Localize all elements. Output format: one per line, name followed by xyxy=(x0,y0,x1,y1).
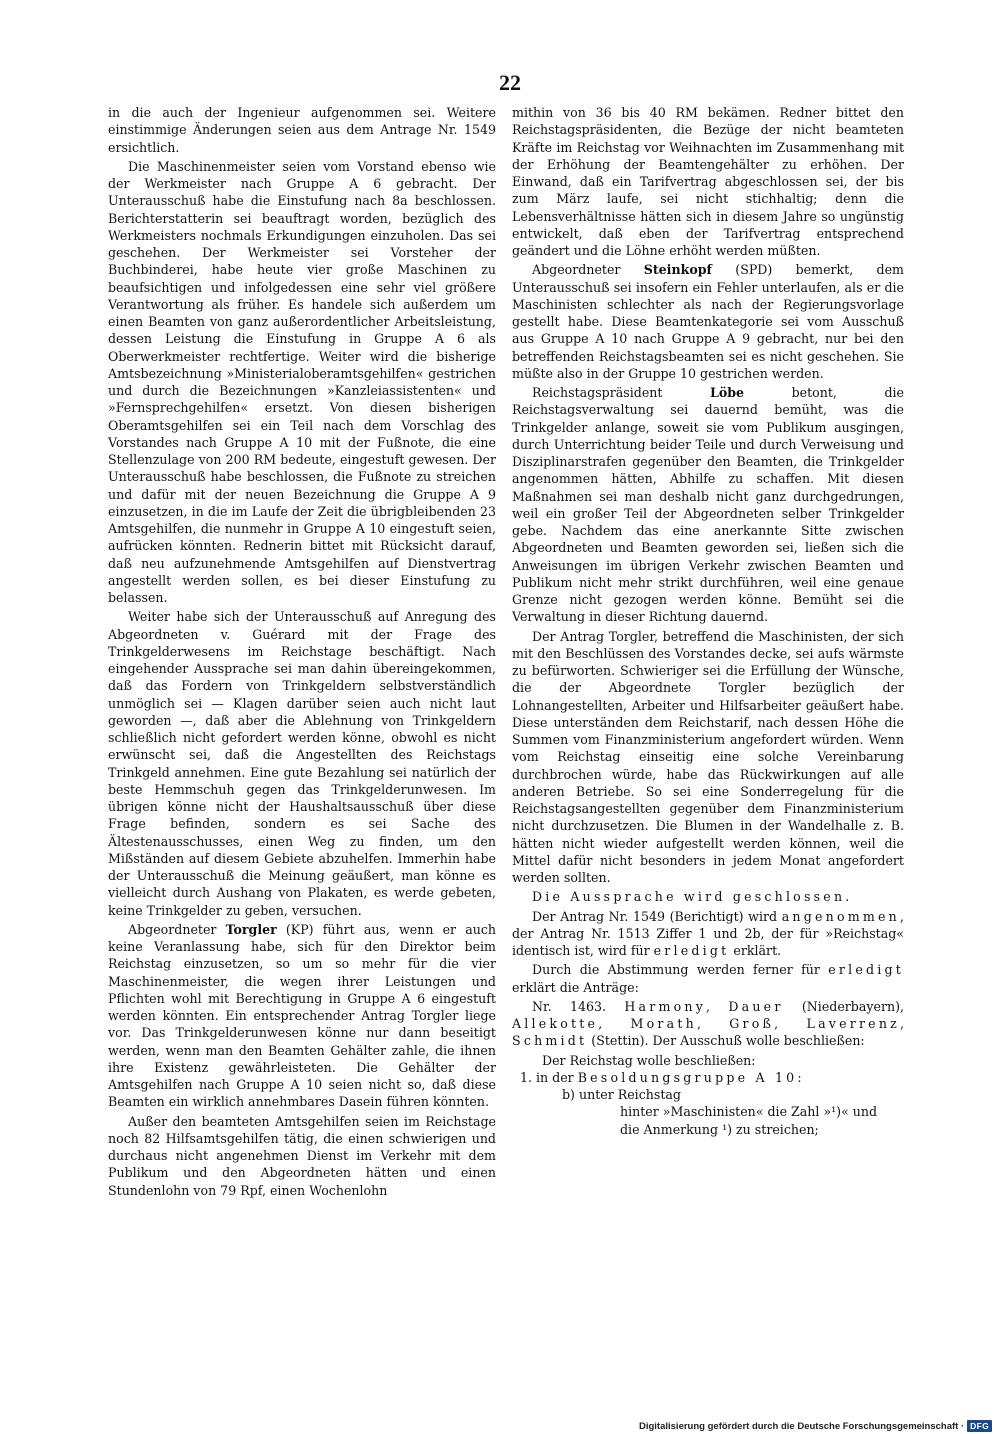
motion-group: Besoldungsgruppe A 10: xyxy=(577,1069,805,1085)
speech-text: betont, die Reichstagsverwaltung sei dauernd bemüht, was die Trinkgelder anlange, soweit sie vom Publikum ausgingen, durch Unterrichtung beider Teile und durch Verweisung und Disziplinarstrafen gegenüber den Beamten, die Trinkgelder angenommen hätten, Abhilfe zu schaffen. Mit diesen Maßnahmen sei man deshalb nicht ganz durchgedrungen, weil ein großer Teil der Abgeordneten selber Trinkgelder gebe. Nachdem das eine anerkannte Sitte zwischen Abgeordneten und Beamten geworden sei, ließen sich die Anweisungen im übrigen Verkehr zwischen Beamten und Publikum nicht mehr strikt durchführen, weil eine genaue Grenze nicht gezogen werden könne. Bemüht sei die Verwaltung in dieser Richtung dauernd. xyxy=(512,385,904,625)
motion-line: hinter »Maschinisten« die Zahl »¹)« und xyxy=(620,1104,878,1120)
motion-item-number: 1. in der xyxy=(520,1069,578,1085)
speaker-name-torgler: Torgler xyxy=(225,921,277,937)
right-column xyxy=(512,104,904,1138)
vote-text: Durch die Abstimmung werden ferner für xyxy=(532,962,829,978)
speaker-intro: Reichstagspräsident xyxy=(532,385,710,400)
speaker-intro: Abgeordneter xyxy=(128,921,226,937)
vote-accepted: angenommen xyxy=(781,908,900,924)
right-paragraph-3 xyxy=(512,384,904,626)
motion-signatory: Groß xyxy=(729,1016,775,1031)
motion-1463 xyxy=(512,998,904,1050)
right-paragraph-1: mithin von 36 bis 40 RM bekämen. Redner bittet den Reichstagspräsidenten, die Bezüge der nicht beamteten Kräfte im Reichstag vor Weihnachten im Zusammenhang mit der Erhöhung der Beamtengehälter zu erhöhen. Der Einwand, daß ein Tarifvertrag abgeschlossen sei, der bis zum März laufe, sei nicht stichhaltig; denn die Lebensverhältnisse hätten sich in diesem Jahre so ungünstig entwickelt, daß eben der Tarifvertrag entsprechend geändert und die Löhne erhöht werden müßten. xyxy=(512,105,904,258)
motion-signatory: Dauer xyxy=(728,998,784,1014)
motion-separator: , xyxy=(696,1016,730,1031)
vote-text: Der Antrag Nr. 1549 (Berichtigt) wird xyxy=(532,908,782,924)
motion-separator: , xyxy=(774,1016,807,1031)
motion-signatory: Allekotte xyxy=(512,1016,599,1031)
motion-separator: , xyxy=(899,1016,904,1031)
motion-text-block xyxy=(512,1052,904,1138)
speaker-name-steinkopf: Steinkopf xyxy=(643,262,712,278)
vote-text: erklärt. xyxy=(729,943,782,958)
vote-settled: erledigt xyxy=(653,943,730,958)
speech-text: (KP) führt aus, wenn er auch keine Veranlassung habe, sich für den Direktor beim Reichstag einzusetzen, so um so mehr für die vier Maschinenmeister, die wegen ihrer Leistungen und Pflichten wohl mit Berechtigung in Gruppe A 6 eingestuft werden könnten. Ein entsprechender Antrag Torgler liege vor. Das Trinkgelderunwesen könne nur dann beseitigt werden, wenn man den Beamten Gehälter zahle, die ihnen ihre Existenz gewährleisteten. Die Gehälter der Amtsgehilfen nach Gruppe A 10 seien nicht so, daß diese Beamten ein wirklich annehmbares Dasein führen könnten. xyxy=(108,921,496,1110)
left-column xyxy=(108,104,496,1199)
left-paragraph-1: in die auch der Ingenieur aufgenommen sei. Weitere einstimmige Änderungen seien aus dem Antrage Nr. 1549 ersichtlich. xyxy=(108,105,496,155)
speaker-intro: Abgeordneter xyxy=(532,262,644,278)
vote-result-1 xyxy=(512,908,904,960)
discussion-closed: Die Aussprache wird geschlossen. xyxy=(532,889,853,905)
motion-text: (Stettin). Der Ausschuß wolle beschließen: xyxy=(587,1033,865,1049)
dfg-logo: DFG xyxy=(967,1420,992,1432)
motion-separator: (Niederbayern), xyxy=(783,998,904,1014)
motion-line: b) unter Reichstag xyxy=(562,1087,681,1102)
motion-line xyxy=(512,1069,904,1086)
right-paragraph-4: Der Antrag Torgler, betreffend die Maschinisten, der sich mit den Beschlüssen des Vorstandes decke, sei aufs wärmste zu befürworten. Schwieriger sei die Erfüllung der Wünsche, die der Abgeordnete Torgler bezüglich der Lohnangestellten, Arbeiter und Hilfsarbeiter geäußert habe. Diese unterständen dem Reichstarif, nach dessen Höhe die Summen vom Finanzministerium angefordert würden. Wenn vom Reichstag einseitig eine solche Vereinbarung durchbrochen würde, habe das Rückwirkungen auf alle anderen Betriebe. So sei eine Sonderregelung für die Reichstagsangestellten gegenüber dem Finanzministerium nicht durchzusetzen. Die Blumen in der Wandelhalle z. B. hätten nicht wieder aufgestellt werden können, weil die Mittel dafür nicht besonders in jedem Monat angefordert werden sollten. xyxy=(512,628,904,885)
vote-settled: erledigt xyxy=(828,962,904,978)
motion-line: Der Reichstag wolle beschließen: xyxy=(542,1052,756,1068)
left-paragraph-5: Außer den beamteten Amtsgehilfen seien im Reichstage noch 82 Hilfsamtsgehilfen tätig, die einen schwierigen und durchaus nicht angenehmen Dienst im Verkehr mit dem Publikum und den Abgeordneten hätten und einen Stundenlohn von 79 Rpf, einen Wochenlohn xyxy=(108,1113,496,1198)
vote-text: erklärt die Anträge: xyxy=(512,979,639,995)
speaker-name-loebe: Löbe xyxy=(709,385,745,400)
motion-signatory: Schmidt xyxy=(512,1033,588,1049)
footer-credit xyxy=(639,1419,992,1433)
motion-signatory: Laverrenz xyxy=(806,1016,900,1031)
left-paragraph-4 xyxy=(108,921,496,1111)
motion-separator: , xyxy=(706,998,729,1014)
motion-separator: , xyxy=(598,1016,631,1031)
motion-number: Nr. 1463. xyxy=(532,998,625,1014)
footer-text: Digitalisierung gefördert durch die Deutsche Forschungsgemeinschaft · xyxy=(638,1420,965,1432)
vote-result-2 xyxy=(512,961,904,996)
motion-signatory: Harmony xyxy=(624,998,707,1014)
speech-text: (SPD) bemerkt, dem Unterausschuß sei insofern ein Fehler unterlaufen, als er die Maschinisten schlechter als nach der Regierungsvorlage gestellt habe. Diese Beamtenkategorie sei vom Ausschuß aus Gruppe A 10 nach Gruppe A 9 gebracht, nur bei den betreffenden Reichstagsbeamten sei es nicht geschehen. Sie müßte also in der Gruppe 10 gestrichen werden. xyxy=(512,262,904,381)
motion-signatory: Morath xyxy=(630,1016,697,1031)
page-number: 22 xyxy=(499,70,521,95)
motion-line: die Anmerkung ¹) zu streichen; xyxy=(620,1121,819,1137)
vote-text: , der Antrag Nr. 1513 Ziffer 1 und 2b, der für »Reichstag« identisch ist, wird für xyxy=(512,908,904,958)
left-paragraph-3: Weiter habe sich der Unterausschuß auf Anregung des Abgeordneten v. Guérard mit der Frage des Trinkgelderwesens im Reichstage beschäftigt. Nach eingehender Aussprache sei man dahin übereingekommen, daß das Fordern von Trinkgeldern selbstverständlich unmöglich sei — Klagen darüber seien auch nicht laut geworden —, daß aber die Ablehnung von Trinkgeldern schließlich nicht gefordert werden könne, obwohl es nicht erwünscht sei, daß die Angestellten des Reichstags Trinkgeld annehmen. Eine gute Bezahlung sei natürlich der beste Hemmschuh gegen das Trinkgelderunwesen. Im übrigen könne nicht der Haushaltsausschuß über diese Frage befinden, sondern es sei Sache des Ältestenausschusses, einen Weg zu finden, um den Mißständen auf diesem Gebiete abzuhelfen. Immerhin habe der Unterausschuß die Meinung geäußert, man könne es vielleicht durch Aushang von Plakaten, es werde gebeten, keine Trinkgelder zu geben, versuchen. xyxy=(108,609,496,918)
left-paragraph-2: Die Maschinenmeister seien vom Vorstand ebenso wie der Werkmeister nach Gruppe A 6 gebracht. Der Unterausschuß habe die Einstufung nach 8a beschlossen. Berichterstatterin sei beauftragt worden, bezüglich des Werkmeisters nochmals Erkundigungen einzuholen. Das sei geschehen. Der Werkmeister sei Vorsteher der Buchbinderei, habe heute vier große Maschinen zu beaufsichtigen und infolgedessen eine sehr viel größere Verantwortung als früher. Es handele sich außerdem um einen Beamten von ganz außerordentlicher Arbeitsleistung, dessen Leistung die Einstufung in Gruppe A 6 als Oberwerkmeister rechtfertige. Weiter wird die bisherige Amtsbezeichnung »Ministerialoberamtsgehilfen« gestrichen und durch die Bezeichnungen »Kanzleiassistenten« und »Fernsprechgehilfen« ersetzt. Von diesen bisherigen Oberamtsgehilfen sei ein Teil nach dem Vorschlag des Vorstandes nach Gruppe A 10 mit der Fußnote, die eine Stellenzulage von 200 RM bedeute, eingestuft gewesen. Der Unterausschuß habe beschlossen, die Fußnote zu streichen und dafür mit der neuen Bezeichnung die Gruppe A 9 einzusetzen, in die im Laufe der Zeit die übrigbleibenden 23 Amtsgehilfen, die nunmehr in Gruppe A 10 eingestuft seien, aufrücken könnten. Rednerin bittet mit Rücksicht darauf, daß neu aufzunehmende Amtsgehilfen auf Dienstvertrag angestellt werden sollen, es bei dieser Einstufung zu belassen. xyxy=(108,158,496,605)
right-paragraph-2 xyxy=(512,261,904,382)
